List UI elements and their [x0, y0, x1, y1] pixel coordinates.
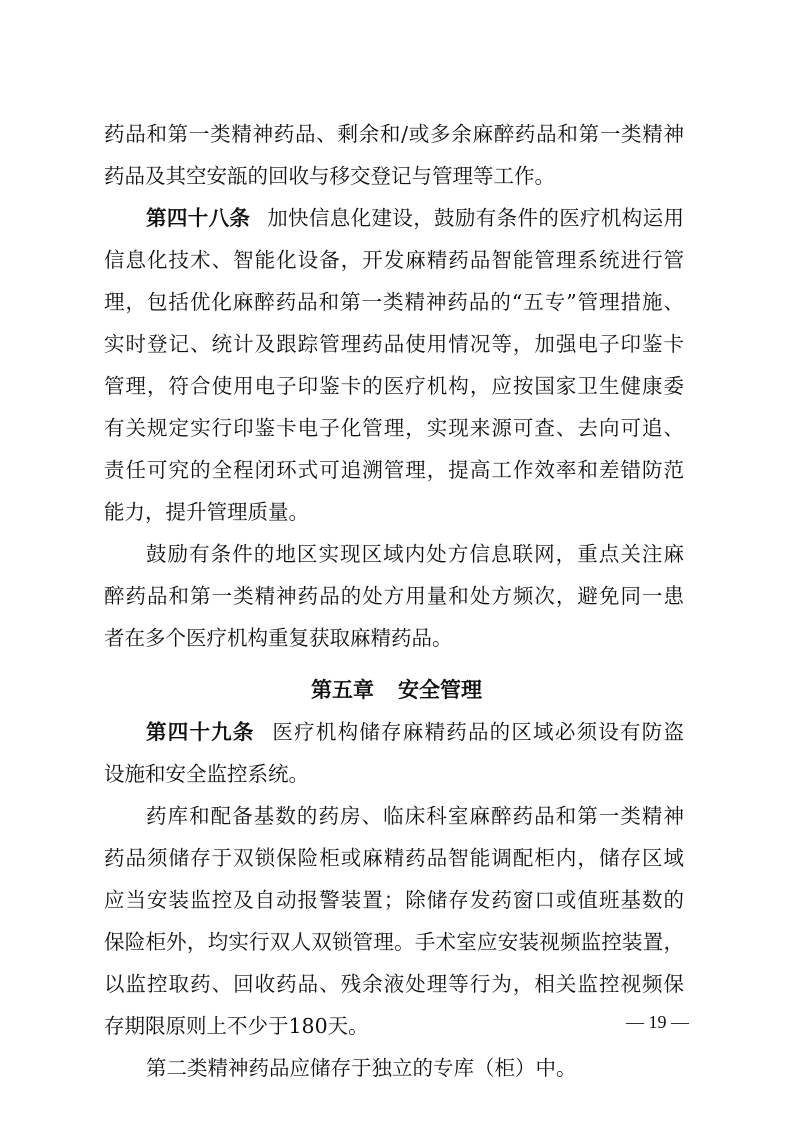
- text-line: 责任可究的全程闭环式可追溯管理，提高工作效率和差错防范: [104, 458, 684, 482]
- text-line: 有关规定实行印鉴卡电子化管理，实现来源可查、去向可追、: [104, 416, 684, 440]
- article-49-heading: 第四十九条: [146, 720, 255, 744]
- text-line: 应当安装监控及自动报警装置；除储存发药窗口或值班基数的: [104, 888, 684, 912]
- text-line: 药品及其空安瓿的回收与移交登记与管理等工作。: [104, 164, 555, 188]
- text-line: 药库和配备基数的药房、临床科室麻醉药品和第一类精神: [146, 804, 684, 828]
- text-line: 药品和第一类精神药品、剩余和/或多余麻醉药品和第一类精神: [104, 122, 684, 146]
- text-line: 实时登记、统计及跟踪管理药品使用情况等，加强电子印鉴卡: [104, 332, 684, 356]
- text-line: 醉药品和第一类精神药品的处方用量和处方频次，避免同一患: [104, 584, 684, 608]
- text-line: 以监控取药、回收药品、残余液处理等行为，相关监控视频保: [104, 972, 684, 996]
- article-49-text: 医疗机构储存麻精药品的区域必须设有防盗: [272, 720, 684, 744]
- page-number: — 19 —: [626, 1012, 689, 1032]
- text-line: 理，包括优化麻醉药品和第一类精神药品的“五专”管理措施、: [104, 290, 684, 314]
- text-line: 保险柜外，均实行双人双锁管理。手术室应安装视频监控装置，: [104, 930, 684, 954]
- article-48-text: 加快信息化建设，鼓励有条件的医疗机构运用: [267, 206, 685, 230]
- text-line: 管理，符合使用电子印鉴卡的医疗机构，应按国家卫生健康委: [104, 374, 684, 398]
- text-line: 存期限原则上不少于180天。: [104, 1014, 369, 1038]
- text-line: 药品须储存于双锁保险柜或麻精药品智能调配柜内，储存区域: [104, 846, 684, 870]
- chapter-heading: [0, 676, 793, 704]
- chapter-number: 第五章: [311, 678, 374, 702]
- text-line: 能力，提升管理质量。: [104, 500, 309, 524]
- article-48-heading: 第四十八条: [146, 206, 251, 230]
- text-line: 设施和安全监控系统。: [104, 762, 309, 786]
- text-line: 鼓励有条件的地区实现区域内处方信息联网，重点关注麻: [146, 542, 684, 566]
- article-48-first-line: [146, 204, 684, 232]
- chapter-title: 安全管理: [398, 678, 482, 702]
- text-line: 信息化技术、智能化设备，开发麻精药品智能管理系统进行管: [104, 248, 684, 272]
- text-line: 第二类精神药品应储存于独立的专库（柜）中。: [146, 1056, 577, 1080]
- article-49-first-line: [146, 718, 684, 746]
- text-line: 者在多个医疗机构重复获取麻精药品。: [104, 626, 453, 650]
